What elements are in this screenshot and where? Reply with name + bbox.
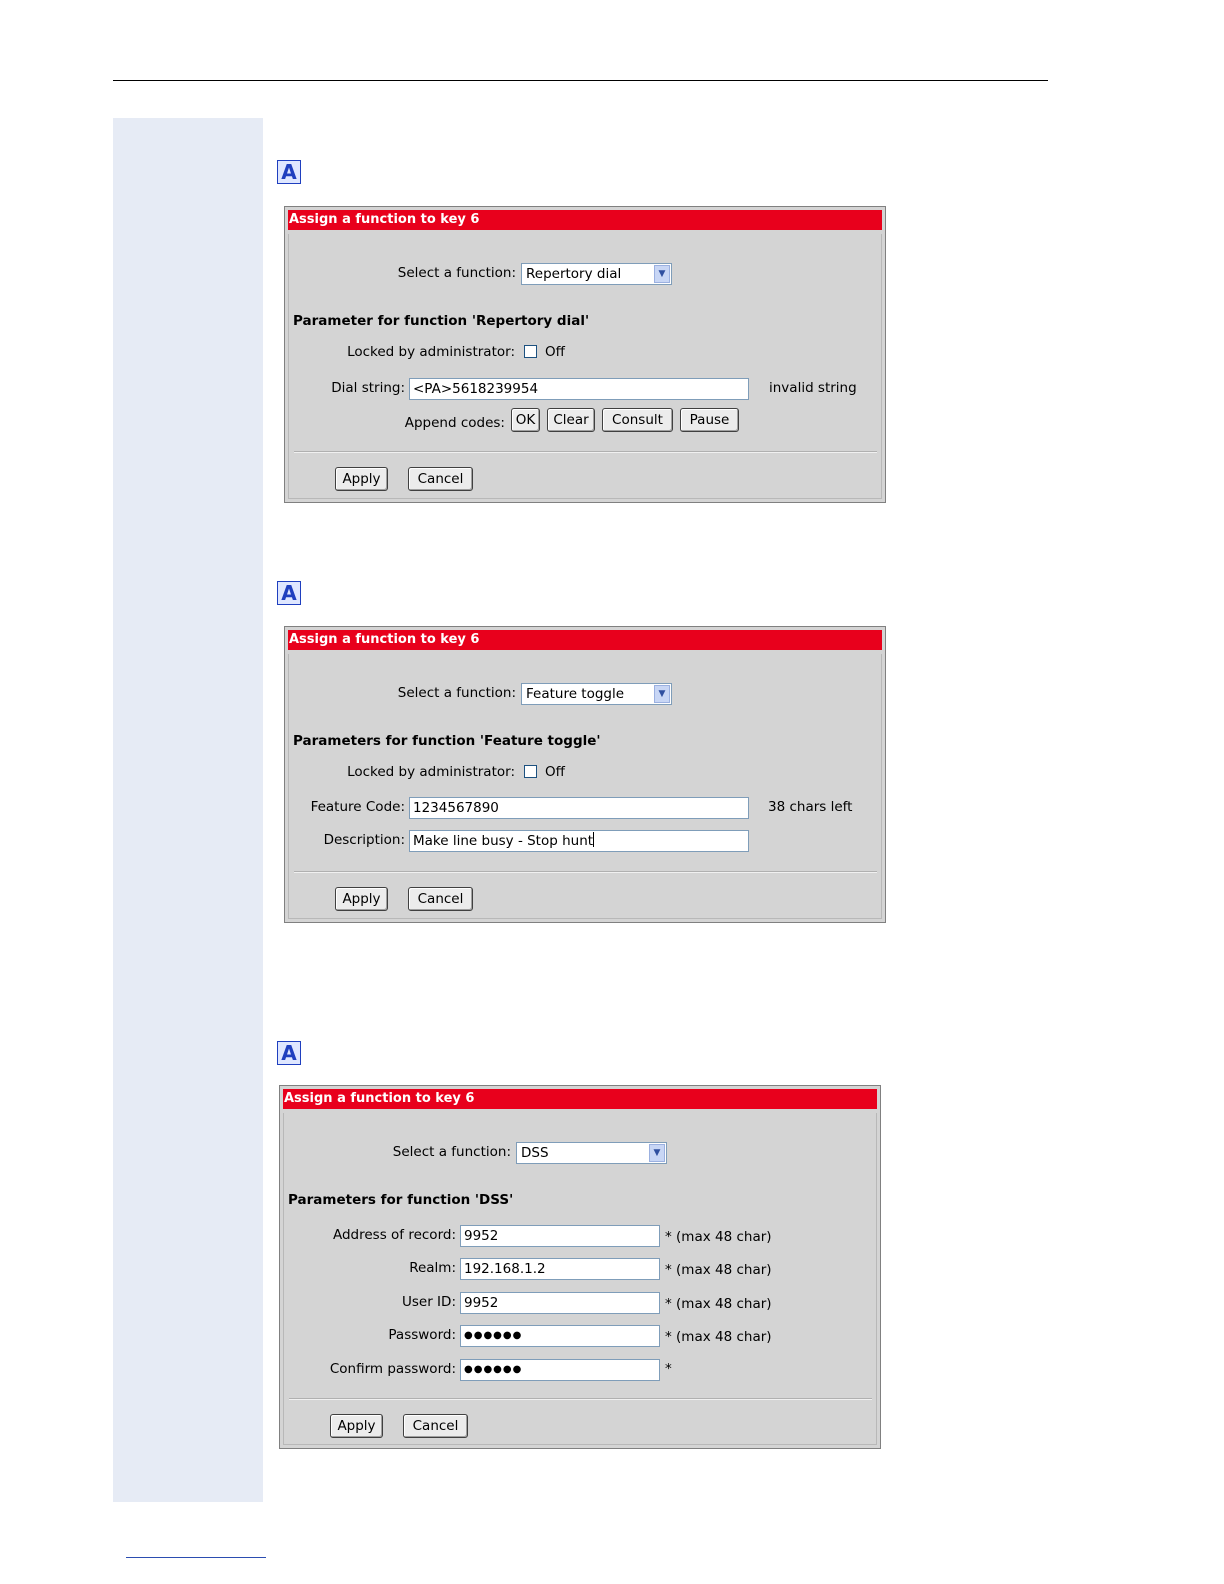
apply-button[interactable]: Apply [330, 1414, 383, 1438]
description-value: Make line busy - Stop hunt [413, 833, 594, 849]
append-clear-button[interactable]: Clear [547, 408, 595, 432]
divider [294, 871, 877, 873]
apply-button[interactable]: Apply [335, 467, 388, 491]
section-title: Parameters for function 'Feature toggle' [293, 733, 601, 749]
description-input[interactable] [409, 830, 749, 852]
panel-title: Assign a function to key 6 [288, 210, 882, 230]
realm-label: Realm: [409, 1260, 456, 1276]
section-title: Parameters for function 'DSS' [288, 1192, 514, 1208]
cancel-button[interactable]: Cancel [403, 1414, 468, 1438]
chevron-down-icon[interactable]: ▼ [654, 265, 670, 283]
function-select-value: Repertory dial [526, 266, 622, 282]
locked-label: Locked by administrator: [347, 344, 515, 360]
divider [294, 451, 877, 453]
append-codes-label: Append codes: [404, 415, 505, 431]
divider [289, 1398, 872, 1400]
field-note: * (max 48 char) [665, 1262, 772, 1278]
chars-left-note: 38 chars left [768, 799, 853, 815]
dial-string-label: Dial string: [331, 380, 405, 396]
function-select[interactable] [516, 1142, 667, 1164]
admin-a-icon: A [277, 1041, 301, 1065]
select-function-label: Select a function: [397, 685, 516, 701]
chevron-down-icon[interactable]: ▼ [649, 1144, 665, 1162]
description-label: Description: [323, 832, 405, 848]
function-select[interactable] [521, 263, 672, 285]
address-of-record-label: Address of record: [332, 1227, 456, 1243]
cancel-button[interactable]: Cancel [408, 887, 473, 911]
feature-code-label: Feature Code: [310, 799, 405, 815]
bottom-rule [126, 1557, 266, 1558]
confirm-password-input[interactable]: ●●●●●● [460, 1359, 660, 1381]
admin-a-icon: A [277, 160, 301, 184]
function-select-value: Feature toggle [526, 686, 625, 702]
top-rule [113, 80, 1048, 81]
append-pause-button[interactable]: Pause [680, 408, 739, 432]
locked-state: Off [545, 344, 565, 360]
function-select[interactable] [521, 683, 672, 705]
user-id-label: User ID: [402, 1294, 456, 1310]
select-function-label: Select a function: [392, 1144, 511, 1160]
password-input[interactable]: ●●●●●● [460, 1325, 660, 1347]
text-caret [593, 832, 594, 847]
panel-title: Assign a function to key 6 [283, 1089, 877, 1109]
chevron-down-icon[interactable]: ▼ [654, 685, 670, 703]
append-consult-button[interactable]: Consult [602, 408, 673, 432]
locked-checkbox[interactable] [524, 345, 537, 358]
password-label: Password: [388, 1327, 456, 1343]
apply-button[interactable]: Apply [335, 887, 388, 911]
panel-body [288, 654, 882, 919]
panel-dss [279, 1085, 881, 1449]
panel-body [288, 234, 882, 499]
append-ok-button[interactable]: OK [511, 408, 540, 432]
feature-code-input[interactable]: 1234567890 [409, 797, 749, 819]
user-id-input[interactable]: 9952 [460, 1292, 660, 1314]
panel-repertory-dial [284, 206, 886, 503]
field-note: * (max 48 char) [665, 1329, 772, 1345]
field-note: * [665, 1361, 672, 1377]
cancel-button[interactable]: Cancel [408, 467, 473, 491]
dial-string-status: invalid string [769, 380, 857, 396]
select-function-label: Select a function: [397, 265, 516, 281]
admin-a-icon: A [277, 581, 301, 605]
panel-feature-toggle [284, 626, 886, 923]
locked-checkbox[interactable] [524, 765, 537, 778]
locked-label: Locked by administrator: [347, 764, 515, 780]
field-note: * (max 48 char) [665, 1296, 772, 1312]
field-note: * (max 48 char) [665, 1229, 772, 1245]
section-title: Parameter for function 'Repertory dial' [293, 313, 590, 329]
realm-input[interactable]: 192.168.1.2 [460, 1258, 660, 1280]
address-of-record-input[interactable]: 9952 [460, 1225, 660, 1247]
panel-body [283, 1113, 877, 1445]
panel-title: Assign a function to key 6 [288, 630, 882, 650]
locked-state: Off [545, 764, 565, 780]
margin-strip [113, 118, 263, 1502]
confirm-password-label: Confirm password: [329, 1361, 456, 1377]
dial-string-input[interactable]: <PA>5618239954 [409, 378, 749, 400]
function-select-value: DSS [521, 1145, 549, 1161]
